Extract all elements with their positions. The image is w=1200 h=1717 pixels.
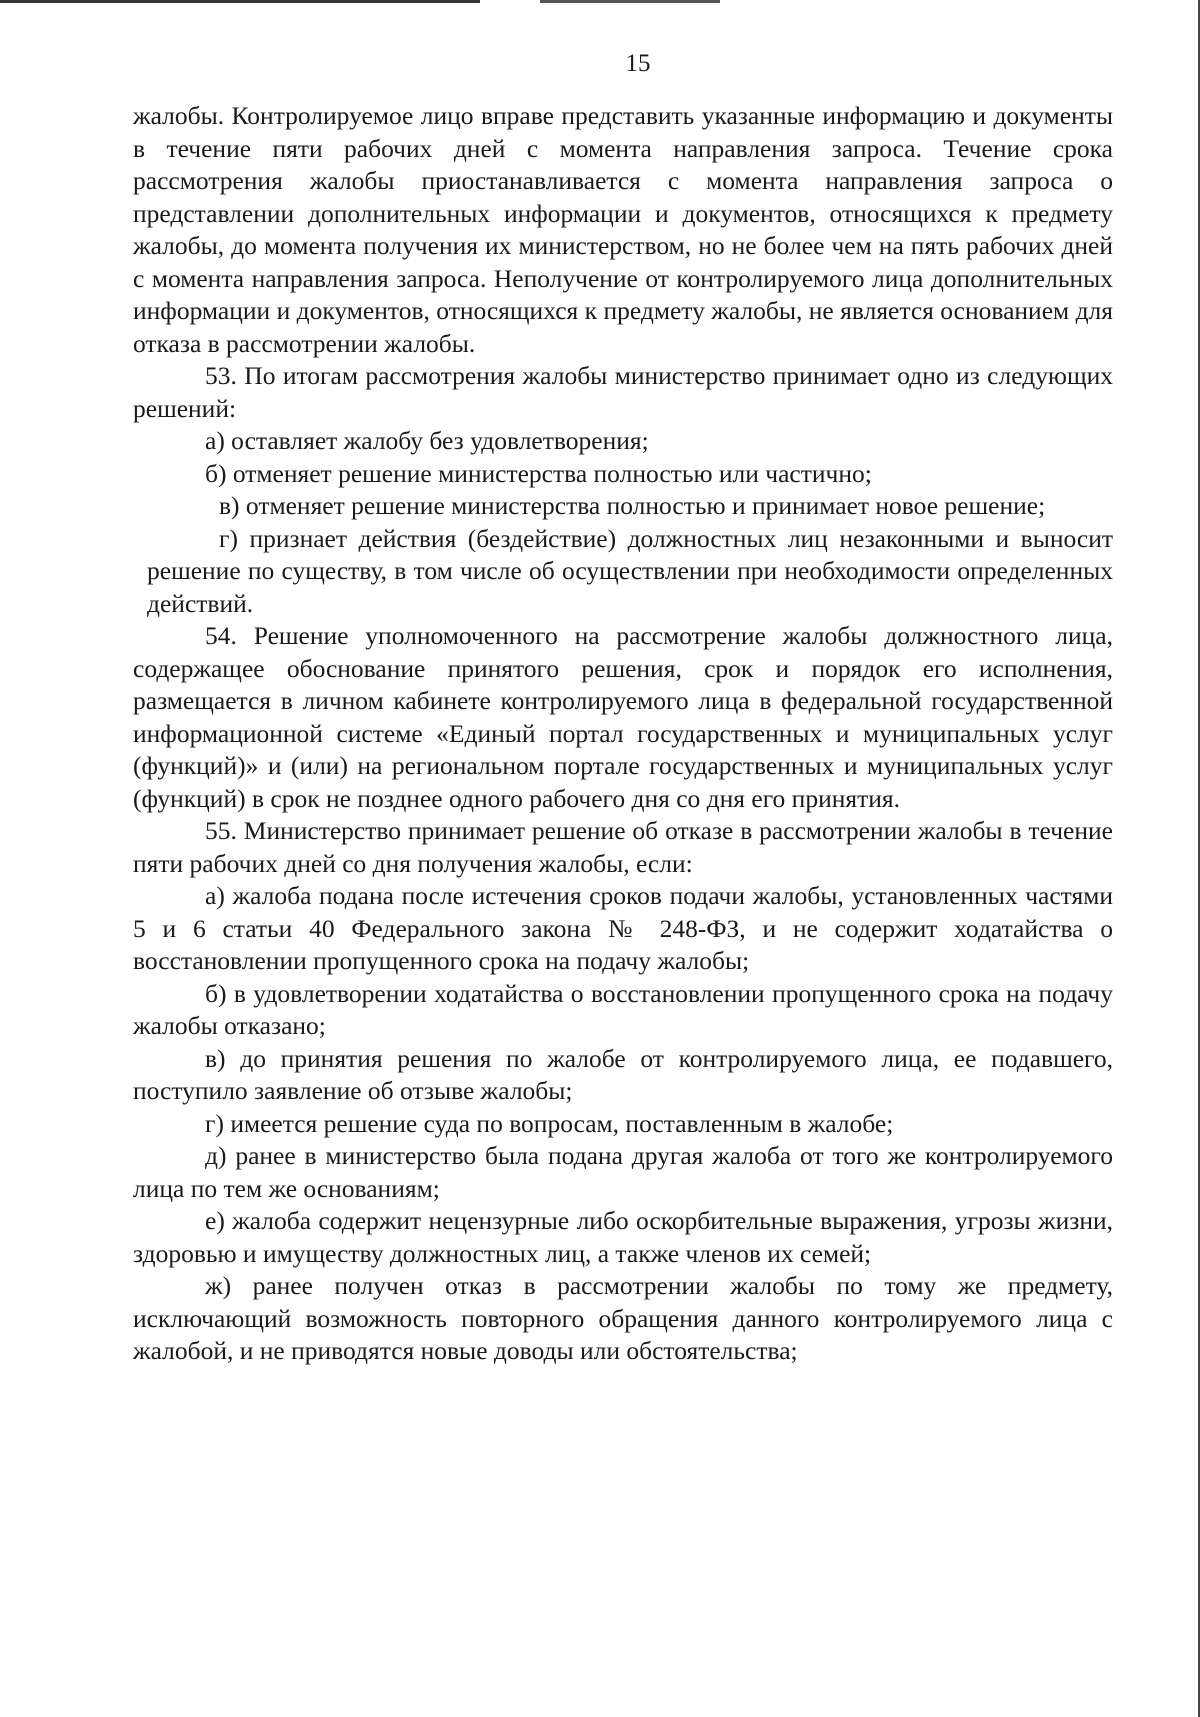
paragraph-continuation: жалобы. Контролируемое лицо вправе представить указанные информацию и документы в течение пяти рабочих дней с момента направления запроса. Течение срока рассмотрения жалобы приостанавливается с момента направления запроса о представлении дополнительных информации и документов, относящихся к предмету жалобы, до момента получения их министерством, но не более чем на пять рабочих дней с момента направления запроса. Неполучение от контролируемого лица дополнительных информации и документов, относящихся к предмету жалобы, не является основанием для отказа в рассмотрении жалобы. (133, 101, 1113, 358)
list-item-53-b: б) отменяет решение министерства полностью или частично; (205, 458, 872, 488)
list-item-55-g: г) имеется решение суда по вопросам, поставленным в жалобе; (205, 1108, 894, 1138)
document-page (133, 50, 1113, 1368)
list-item-53-v: в) отменяет решение министерства полностью и принимает новое решение; (219, 491, 1046, 520)
list-item-55-v: в) до принятия решения по жалобе от контролируемого лица, ее подавшего, поступило заявление об отзыве жалобы; (133, 1043, 1113, 1105)
list-item-55-e: е) жалоба содержит нецензурные либо оскорбительные выражения, угрозы жизни, здоровью и имуществу должностных лиц, а также членов их семей; (133, 1206, 1113, 1268)
list-item-55-zh: ж) ранее получен отказ в рассмотрении жалобы по тому же предмету, исключающий возможность повторного обращения данного контролируемого лица с жалобой, и не приводятся новые доводы или обстоятельства; (133, 1271, 1113, 1365)
paragraph-53: 53. По итогам рассмотрения жалобы министерство принимает одно из следующих решений: (133, 361, 1113, 423)
page-number: 15 (625, 50, 651, 77)
scan-edge-top (0, 0, 1200, 3)
list-item-55-a: а) жалоба подана после истечения сроков подачи жалобы, установленных частями 5 и 6 статьи 40 Федерального закона № 248-ФЗ, и не содержит ходатайства о восстановлении пропущенного срока на подачу жалобы; (133, 881, 1113, 975)
list-item-53-g: г) признает действия (бездействие) должностных лиц незаконными и выносит решение по существу, в том числе об осуществлении при необходимости определенных действий. (147, 523, 1113, 618)
list-item-55-b: б) в удовлетворении ходатайства о восстановлении пропущенного срока на подачу жалобы отказано; (133, 978, 1113, 1040)
list-item-53-a: а) оставляет жалобу без удовлетворения; (205, 426, 649, 455)
list-item-55-d: д) ранее в министерство была подана другая жалоба от того же контролируемого лица по тем же основаниям; (133, 1141, 1113, 1203)
paragraph-55: 55. Министерство принимает решение об отказе в рассмотрении жалобы в течение пяти рабочих дней со дня получения жалобы, если: (133, 816, 1113, 878)
paragraph-54: 54. Решение уполномоченного на рассмотрение жалобы должностного лица, содержащее обоснование принятого решения, срок и порядок его исполнения, размещается в личном кабинете контролируемого лица в федеральной государственной информационной системе «Единый портал государственных и муниципальных услуг (функций)» и (или) на региональном портале государственных и муниципальных услуг (функций) в срок не позднее одного рабочего дня со дня его принятия. (133, 621, 1113, 813)
